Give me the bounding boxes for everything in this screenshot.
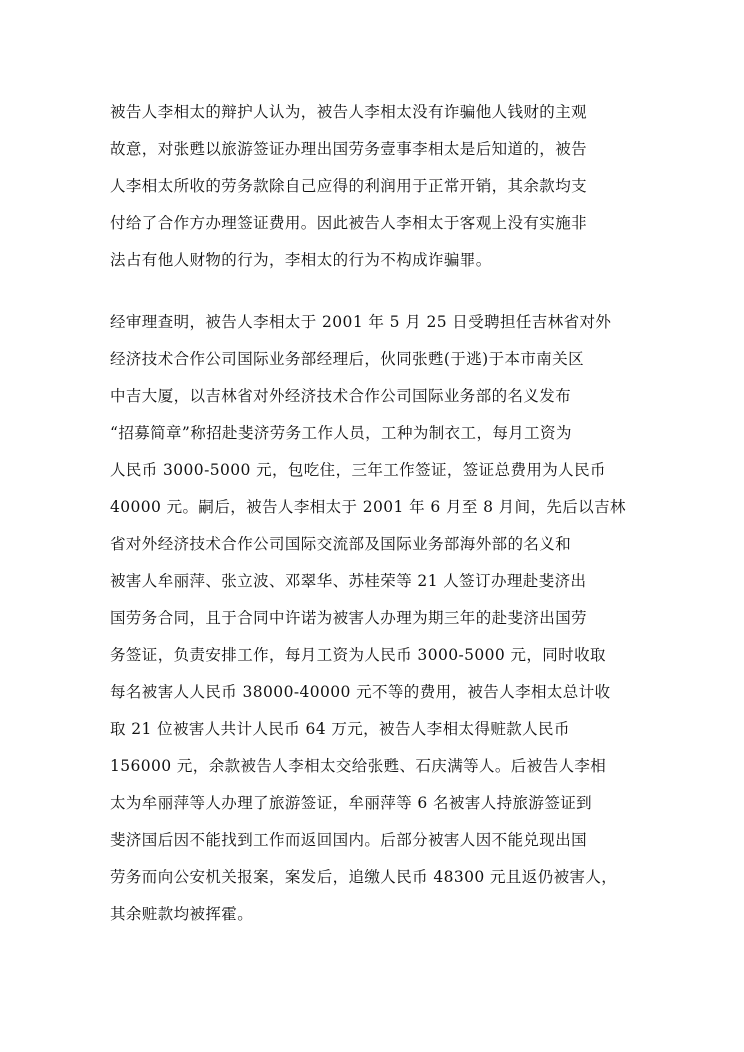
defense-argument-paragraph bbox=[110, 94, 650, 279]
text-line: 劳务而向公安机关报案，案发后，追缴人民币 48300 元且返仍被害人， bbox=[110, 868, 618, 886]
text-line: “招募简章”称招赴斐济劳务工作人员，工种为制衣工，每月工资为 bbox=[110, 424, 572, 442]
text-line: 务签证，负责安排工作，每月工资为人民币 3000-5000 元，同时收取 bbox=[110, 646, 606, 664]
text-line: 省对外经济技术合作公司国际交流部及国际业务部海外部的名义和 bbox=[110, 535, 572, 553]
text-line: 被告人李相太的辩护人认为，被告人李相太没有诈骗他人钱财的主观 bbox=[110, 103, 588, 121]
text-line: 人李相太所收的劳务款除自己应得的利润用于正常开销，其余款均支 bbox=[110, 177, 588, 195]
text-line: 斐济国后因不能找到工作而返回国内。后部分被害人因不能兑现出国 bbox=[110, 831, 588, 849]
text-line: 中吉大厦，以吉林省对外经济技术合作公司国际业务部的名义发布 bbox=[110, 387, 572, 405]
text-line: 156000 元，余款被告人李相太交给张甦、石庆满等人。后被告人李相 bbox=[110, 757, 607, 775]
findings-paragraph bbox=[110, 304, 650, 933]
text-line: 经济技术合作公司国际业务部经理后，伙同张甦(于逃)于本市南关区 bbox=[110, 350, 584, 368]
text-line: 被害人牟丽萍、张立波、邓翠华、苏桂荣等 21 人签订办理赴斐济出 bbox=[110, 572, 587, 590]
text-line: 国劳务合同，且于合同中许诺为被害人办理为期三年的赴斐济出国劳 bbox=[110, 609, 588, 627]
text-line: 付给了合作方办理签证费用。因此被告人李相太于客观上没有实施非 bbox=[110, 214, 588, 232]
text-line: 经审理查明，被告人李相太于 2001 年 5 月 25 日受聘担任吉林省对外 bbox=[110, 313, 612, 331]
text-line: 其余赃款均被挥霍。 bbox=[110, 905, 254, 923]
text-line: 故意，对张甦以旅游签证办理出国劳务壹事李相太是后知道的，被告 bbox=[110, 140, 588, 158]
text-line: 40000 元。嗣后，被告人李相太于 2001 年 6 月至 8 月间，先后以吉林 bbox=[110, 498, 626, 516]
text-line: 太为牟丽萍等人办理了旅游签证，牟丽萍等 6 名被害人持旅游签证到 bbox=[110, 794, 593, 812]
text-line: 每名被害人人民币 38000-40000 元不等的费用，被告人李相太总计收 bbox=[110, 683, 611, 701]
text-line: 人民币 3000-5000 元，包吃住，三年工作签证，签证总费用为人民币 bbox=[110, 461, 606, 479]
text-line: 取 21 位被害人共计人民币 64 万元，被告人李相太得赃款人民币 bbox=[110, 720, 570, 738]
text-line: 法占有他人财物的行为，李相太的行为不构成诈骗罪。 bbox=[110, 251, 492, 269]
